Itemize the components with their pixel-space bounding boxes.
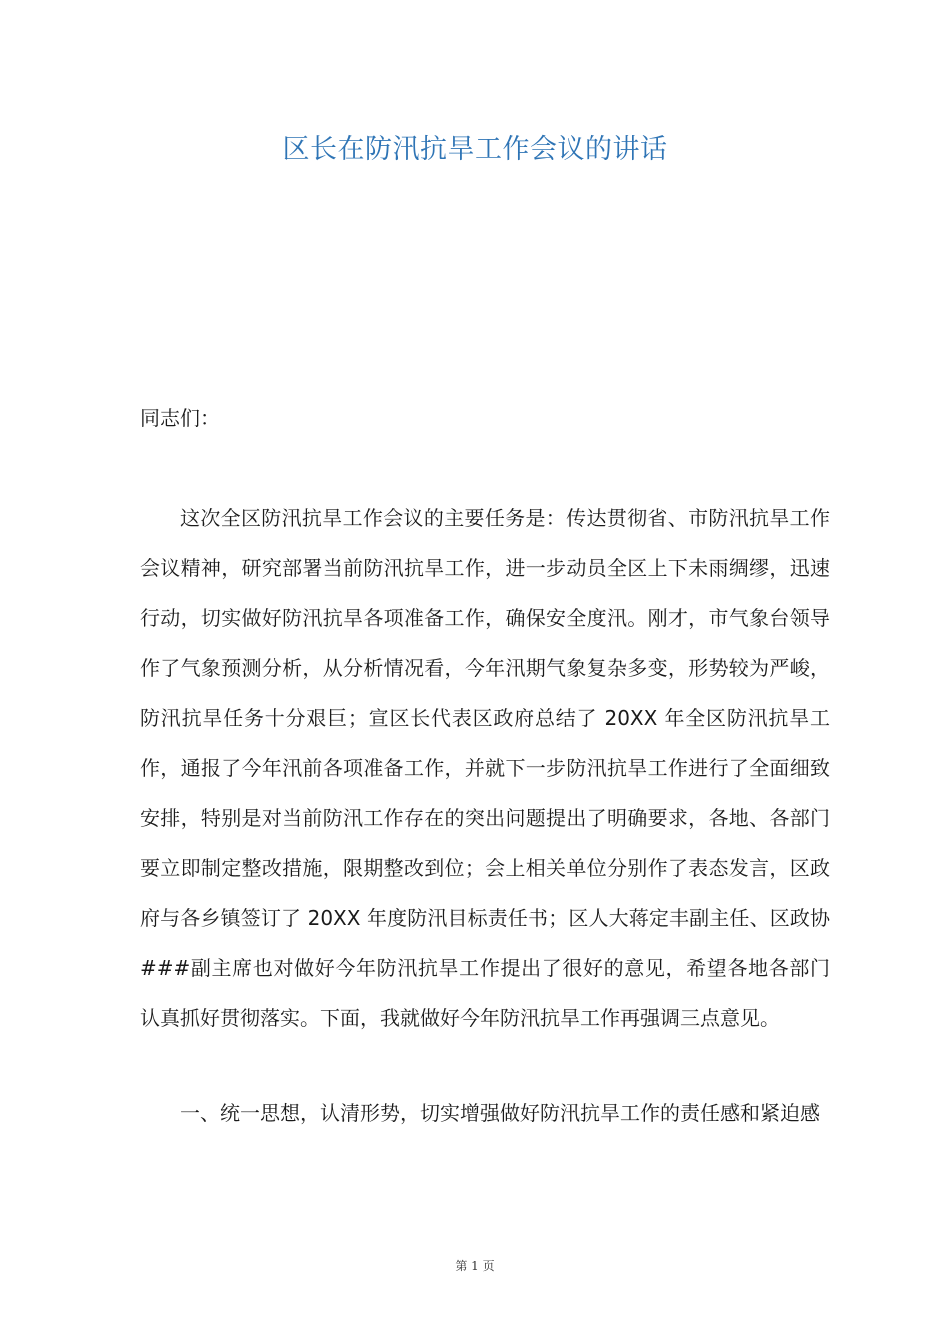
paragraph-section-heading: 一、统一思想，认清形势，切实增强做好防汛抗旱工作的责任感和紧迫感 — [180, 1101, 820, 1125]
page-number-footer: 第 1 页 — [455, 1259, 495, 1273]
paragraph-intro: 这次全区防汛抗旱工作会议的主要任务是：传达贯彻省、市防汛抗旱工作会议精神，研究部署当前防汛抗旱工作，进一步动员全区上下未雨绸缪，迅速行动，切实做好防汛抗旱各项准备工作，确保安全度汛。刚才，市气象台领导作了气象预测分析，从分析情况看，今年汛期气象复杂多变，形势较为严峻，防汛抗旱任务十分艰巨；宣区长代表区政府总结了 20XX 年全区防汛抗旱工作，通报了今年汛前各项准备工作，并就下一步防汛抗旱工作进行了全面细致安排，特别是对当前防汛工作存在的突出问题提出了明确要求，各地、各部门要立即制定整改措施，限期整改到位；会上相关单位分别作了表态发言，区政府与各乡镇签订了 20XX 年度防汛目标责任书；区人大蒋定丰副主任、区政协###副主席也对做好今年防汛抗旱工作提出了很好的意见，希望各地各部门认真抓好贯彻落实。下面，我就做好今年防汛抗旱工作再强调三点意见。 — [140, 506, 830, 1030]
page-title: 区长在防汛抗旱工作会议的讲话 — [282, 134, 668, 165]
salutation: 同志们： — [140, 406, 220, 430]
